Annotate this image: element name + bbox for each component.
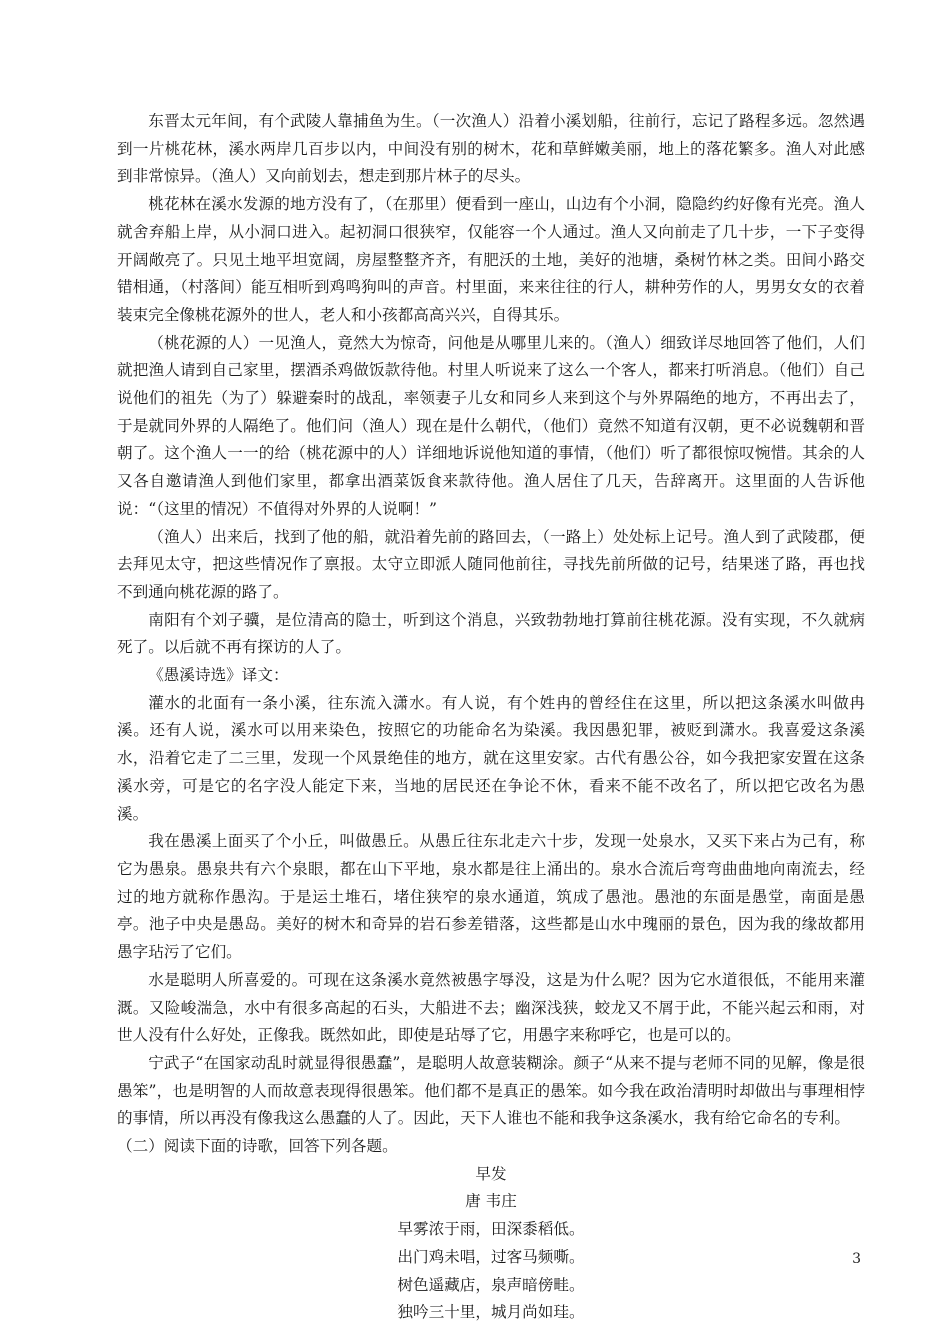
paragraph: 南阳有个刘子骥，是位清高的隐士，听到这个消息，兴致勃勃地打算前往桃花源。没有实现，不久就病死了。以后就不再有探访的人了。: [117, 610, 865, 657]
poem-title: 早发: [475, 1164, 507, 1183]
paragraph: 灌水的北面有一条小溪，往东流入潇水。有人说，有个姓冉的曾经住在这里，所以把这条溪水叫做冉溪。还有人说，溪水可以用来染色，按照它的功能命名为染溪。我因愚犯罪，被贬到潇水。我喜爱这条溪水，沿着它走了二三里，发现一个风景绝佳的地方，就在这里安家。古代有愚公谷，如今我把家安置在这条溪水旁，可是它的名字没人能定下来，当地的居民还在争论不休，看来不能不改名了，所以把它改名为愚溪。: [117, 693, 865, 823]
paragraph: 宁武子“在国家动乱时就显得很愚蠢”，是聪明人故意装糊涂。颜子“从来不提与老师不同的见解，像是很愚笨”，也是明智的人而故意表现得很愚笨。他们都不是真正的愚笨。如今我在政治清明时却做出与事理相悖的事情，所以再没有像我这么愚蠢的人了。因此，天下人谁也不能和我争这条溪水，我有给它命名的专利。: [117, 1053, 865, 1128]
poem-line: 独吟三十里，城月尚如珪。: [397, 1303, 585, 1322]
paragraph: 我在愚溪上面买了个小丘，叫做愚丘。从愚丘往东北走六十步，发现一处泉水，又买下来占为己有，称它为愚泉。愚泉共有六个泉眼，都在山下平地，泉水都是往上涌出的。泉水合流后弯弯曲曲地向南流去，经过的地方就称作愚沟。于是运土堆石，堵住狭窄的泉水通道，筑成了愚池。愚池的东面是愚堂，南面是愚亭。池子中央是愚岛。美好的树木和奇异的岩石参差错落，这些都是山水中瑰丽的景色，因为我的缘故都用愚字玷污了它们。: [117, 832, 865, 962]
poem-line: 出门鸡未唱，过客马频嘶。: [397, 1247, 585, 1266]
poem: [117, 1161, 865, 1327]
poem-author: 唐 韦庄: [465, 1192, 517, 1211]
paragraph: 桃花林在溪水发源的地方没有了，（在那里）便看到一座山，山边有个小洞，隐隐约约好像有光亮。渔人就舍弃船上岸，从小洞口进入。起初洞口很狭窄，仅能容一个人通过。渔人又向前走了几十步，一下子变得开阔敞亮了。只见土地平坦宽阔，房屋整整齐齐，有肥沃的土地，美好的池塘，桑树竹林之类。田间小路交错相通，（村落间）能互相听到鸡鸣狗叫的声音。村里面，来来往往的行人，耕种劳作的人，男男女女的衣着装束完全像桃花源外的世人，老人和小孩都高高兴兴，自得其乐。: [117, 195, 865, 324]
document-body: [117, 108, 865, 1327]
paragraph: 东晋太元年间，有个武陵人靠捕鱼为生。（一次渔人）沿着小溪划船，往前行，忘记了路程多远。忽然遇到一片桃花林，溪水两岸几百步以内，中间没有别的树木，花和草鲜嫩美丽，地上的落花繁多。渔人对此感到非常惊异。（渔人）又向前划去，想走到那片林子的尽头。: [117, 112, 865, 186]
paragraph: （桃花源的人）一见渔人，竟然大为惊奇，问他是从哪里儿来的。（渔人）细致详尽地回答了他们，人们就把渔人请到自己家里，摆酒杀鸡做饭款待他。村里人听说来了这么一个客人，都来打听消息。（他们）自己说他们的祖先（为了）躲避秦时的战乱，率领妻子儿女和同乡人来到这个与外界隔绝的地方，不再出去了，于是就同外界的人隔绝了。他们问（渔人）现在是什么朝代，（他们）竟然不知道有汉朝，更不必说魏朝和晋朝了。这个渔人一一的给（桃花源中的人）详细地诉说他知道的事情，（他们）听了都很惊叹惋惜。其余的人又各自邀请渔人到他们家里，都拿出酒菜饭食来款待他。渔人居住了几天，告辞离开。这里面的人告诉他说：“（这里的情况）不值得对外界的人说啊！”: [117, 333, 865, 518]
poem-line: 早雾浓于雨，田深黍稻低。: [397, 1220, 585, 1239]
question-prompt: （二）阅读下面的诗歌，回答下列各题。: [117, 1137, 398, 1156]
poem-line: 树色遥藏店，泉声暗傍畦。: [397, 1275, 585, 1294]
paragraph: 水是聪明人所喜爱的。可现在这条溪水竟然被愚字辱没，这是为什么呢？因为它水道很低，不能用来灌溉。又险峻湍急，水中有很多高起的石头，大船进不去；幽深浅狭，蛟龙又不屑于此，不能兴起云和雨，对世人没有什么好处，正像我。既然如此，即使是玷辱了它，用愚字来称呼它，也是可以的。: [117, 970, 865, 1045]
page-number: 3: [852, 1251, 861, 1267]
section-heading: 《愚溪诗选》译文：: [148, 666, 289, 685]
paragraph: （渔人）出来后，找到了他的船，就沿着先前的路回去，（一路上）处处标上记号。渔人到了武陵郡，便去拜见太守，把这些情况作了禀报。太守立即派人随同他前往，寻找先前所做的记号，结果迷了路，再也找不到通向桃花源的路了。: [117, 527, 865, 601]
